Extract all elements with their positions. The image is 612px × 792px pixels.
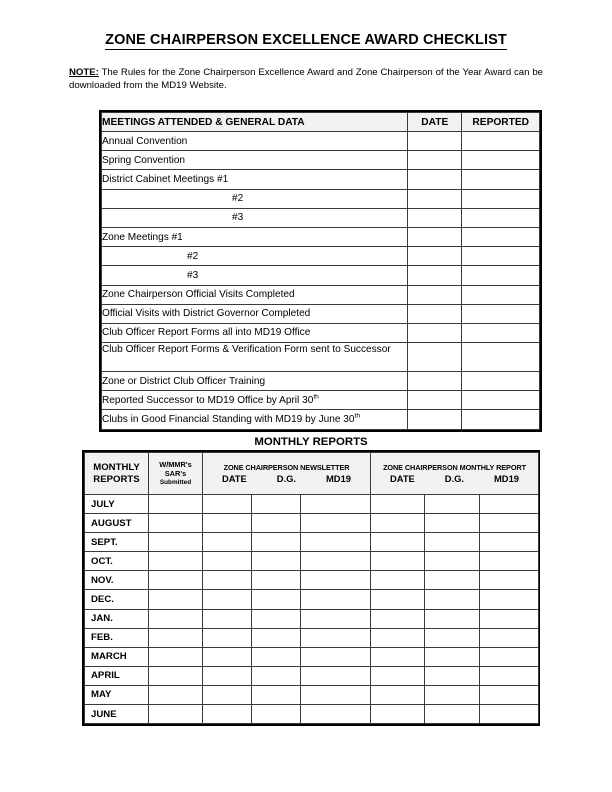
cell-report-dg[interactable]: [425, 609, 480, 628]
cell-sar-submitted[interactable]: [149, 628, 203, 647]
cell-report-date[interactable]: [371, 666, 425, 685]
checklist-item-label: #3: [102, 266, 408, 285]
sub-header-md19: MD19: [325, 473, 351, 484]
table-row: [85, 647, 539, 666]
checklist-date-cell[interactable]: [408, 208, 462, 227]
cell-report-md19[interactable]: [480, 705, 539, 724]
table-row: [102, 151, 540, 170]
cell-report-dg[interactable]: [425, 685, 480, 704]
checklist-date-cell[interactable]: [408, 391, 462, 410]
checklist-item-label: [102, 391, 408, 410]
cell-report-date[interactable]: [371, 685, 425, 704]
group-sub-headers: [371, 473, 538, 484]
table-row: [85, 705, 539, 724]
monthly-reports-table-container: [82, 450, 540, 726]
checklist-reported-cell[interactable]: [462, 323, 540, 342]
cell-newsletter-date[interactable]: [203, 685, 252, 704]
cell-report-md19[interactable]: [480, 571, 539, 590]
group-label: ZONE CHAIRPERSON NEWSLETTER: [223, 463, 350, 472]
cell-sar-submitted[interactable]: [149, 533, 203, 552]
cell-report-date[interactable]: [371, 628, 425, 647]
month-label: APRIL: [85, 666, 149, 685]
month-label: JULY: [85, 495, 149, 514]
table-row: [102, 323, 540, 342]
ordinal-suffix: th: [354, 412, 360, 420]
cell-newsletter-dg[interactable]: [252, 666, 301, 685]
cell-newsletter-md19[interactable]: [301, 533, 371, 552]
header-line-2: SAR's: [164, 469, 187, 479]
checklist-date-cell[interactable]: [408, 410, 462, 429]
checklist-reported-cell[interactable]: [462, 391, 540, 410]
checklist-reported-cell[interactable]: [462, 208, 540, 227]
cell-report-date[interactable]: [371, 647, 425, 666]
checklist-date-cell[interactable]: [408, 304, 462, 323]
group-label: ZONE CHAIRPERSON MONTHLY REPORT: [383, 463, 526, 472]
checklist-item-label: Club Officer Report Forms all into MD19 Office: [102, 323, 408, 342]
table-row: [85, 590, 539, 609]
cell-newsletter-date[interactable]: [203, 514, 252, 533]
page-title: [0, 32, 612, 48]
cell-newsletter-date[interactable]: [203, 666, 252, 685]
sub-header-dg: D.G.: [444, 473, 465, 484]
month-label: FEB.: [85, 628, 149, 647]
column-group-header-monthly-report: [371, 453, 539, 495]
cell-newsletter-md19[interactable]: [301, 552, 371, 571]
checklist-reported-cell[interactable]: [462, 189, 540, 208]
cell-newsletter-md19[interactable]: [301, 590, 371, 609]
checklist-item-label: District Cabinet Meetings #1: [102, 170, 408, 189]
cell-newsletter-date[interactable]: [203, 495, 252, 514]
cell-newsletter-dg[interactable]: [252, 533, 301, 552]
cell-report-dg[interactable]: [425, 647, 480, 666]
checklist-date-cell[interactable]: [408, 343, 462, 372]
month-label: OCT.: [85, 552, 149, 571]
month-label: NOV.: [85, 571, 149, 590]
cell-sar-submitted[interactable]: [149, 705, 203, 724]
cell-report-date[interactable]: [371, 533, 425, 552]
table-row: [102, 343, 540, 372]
checklist-item-label: Spring Convention: [102, 151, 408, 170]
cell-newsletter-dg[interactable]: [252, 514, 301, 533]
cell-report-md19[interactable]: [480, 552, 539, 571]
table-row: [102, 208, 540, 227]
month-label: DEC.: [85, 590, 149, 609]
checklist-item-label: Zone or District Club Officer Training: [102, 372, 408, 391]
checklist-item-label: Annual Convention: [102, 132, 408, 151]
table-row: [102, 170, 540, 189]
checklist-reported-cell[interactable]: [462, 372, 540, 391]
cell-newsletter-date[interactable]: [203, 571, 252, 590]
cell-report-md19[interactable]: [480, 590, 539, 609]
month-label: SEPT.: [85, 533, 149, 552]
table-row: [102, 189, 540, 208]
cell-report-dg[interactable]: [425, 705, 480, 724]
cell-report-dg[interactable]: [425, 571, 480, 590]
sub-header-md19: MD19: [494, 473, 520, 484]
column-header-monthly-reports: [85, 453, 149, 495]
table-row: [85, 666, 539, 685]
cell-newsletter-date[interactable]: [203, 609, 252, 628]
checklist-item-label: #2: [102, 247, 408, 266]
cell-newsletter-date[interactable]: [203, 590, 252, 609]
cell-newsletter-dg[interactable]: [252, 685, 301, 704]
checklist-reported-cell[interactable]: [462, 343, 540, 372]
cell-report-date[interactable]: [371, 705, 425, 724]
cell-report-date[interactable]: [371, 609, 425, 628]
table-row: [85, 514, 539, 533]
cell-sar-submitted[interactable]: [149, 647, 203, 666]
cell-newsletter-dg[interactable]: [252, 495, 301, 514]
checklist-item-label: #2: [102, 189, 408, 208]
cell-report-date[interactable]: [371, 514, 425, 533]
cell-newsletter-date[interactable]: [203, 647, 252, 666]
table-row: [102, 410, 540, 429]
monthly-reports-table: [84, 452, 539, 724]
cell-newsletter-md19[interactable]: [301, 705, 371, 724]
column-header-date: DATE: [408, 113, 462, 132]
cell-newsletter-dg[interactable]: [252, 705, 301, 724]
checklist-item-text: Clubs in Good Financial Standing with MD19 by June 30: [102, 414, 355, 426]
cell-report-date[interactable]: [371, 571, 425, 590]
checklist-item-text: Reported Successor to MD19 Office by April 30: [102, 394, 314, 406]
month-label: AUGUST: [85, 514, 149, 533]
checklist-reported-cell[interactable]: [462, 151, 540, 170]
page-title-text: ZONE CHAIRPERSON EXCELLENCE AWARD CHECKLIST: [105, 32, 507, 48]
checklist-date-cell[interactable]: [408, 132, 462, 151]
month-label: MARCH: [85, 647, 149, 666]
cell-report-md19[interactable]: [480, 609, 539, 628]
cell-newsletter-md19[interactable]: [301, 666, 371, 685]
checklist-item-label: Zone Chairperson Official Visits Completed: [102, 285, 408, 304]
checklist-date-cell[interactable]: [408, 189, 462, 208]
cell-report-md19[interactable]: [480, 533, 539, 552]
cell-newsletter-md19[interactable]: [301, 514, 371, 533]
note-body: The Rules for the Zone Chairperson Excellence Award and Zone Chairperson of the Year Award can be downloaded from the MD19 Website.: [69, 67, 543, 92]
cell-newsletter-md19[interactable]: [301, 571, 371, 590]
cell-report-date[interactable]: [371, 495, 425, 514]
cell-report-dg[interactable]: [425, 495, 480, 514]
cell-newsletter-dg[interactable]: [252, 590, 301, 609]
cell-report-dg[interactable]: [425, 590, 480, 609]
cell-newsletter-dg[interactable]: [252, 571, 301, 590]
checklist-reported-cell[interactable]: [462, 170, 540, 189]
checklist-item-label: Club Officer Report Forms & Verification Form sent to Successor: [102, 343, 408, 372]
cell-report-dg[interactable]: [425, 533, 480, 552]
cell-newsletter-dg[interactable]: [252, 647, 301, 666]
table-row: [85, 571, 539, 590]
cell-sar-submitted[interactable]: [149, 571, 203, 590]
cell-newsletter-md19[interactable]: [301, 609, 371, 628]
table-row: [102, 304, 540, 323]
table-row: [102, 227, 540, 246]
cell-newsletter-md19[interactable]: [301, 647, 371, 666]
cell-newsletter-date[interactable]: [203, 533, 252, 552]
monthly-reports-title: MONTHLY REPORTS: [254, 436, 368, 448]
checklist-item-label: #3: [102, 208, 408, 227]
cell-sar-submitted[interactable]: [149, 666, 203, 685]
table-header-row: [85, 453, 539, 495]
cell-report-md19[interactable]: [480, 495, 539, 514]
month-label: JUNE: [85, 705, 149, 724]
cell-newsletter-date[interactable]: [203, 705, 252, 724]
checklist-item-label: Zone Meetings #1: [102, 227, 408, 246]
cell-sar-submitted[interactable]: [149, 552, 203, 571]
table-row: [85, 533, 539, 552]
checklist-item-label: Official Visits with District Governor Completed: [102, 304, 408, 323]
cell-report-dg[interactable]: [425, 666, 480, 685]
table-row: [102, 266, 540, 285]
cell-newsletter-date[interactable]: [203, 552, 252, 571]
cell-newsletter-date[interactable]: [203, 628, 252, 647]
checklist-date-cell[interactable]: [408, 247, 462, 266]
cell-report-md19[interactable]: [480, 628, 539, 647]
checklist-reported-cell[interactable]: [462, 304, 540, 323]
checklist-date-cell[interactable]: [408, 266, 462, 285]
checklist-date-cell[interactable]: [408, 372, 462, 391]
table-row: [85, 495, 539, 514]
cell-newsletter-dg[interactable]: [252, 628, 301, 647]
note-paragraph: [69, 66, 543, 92]
cell-newsletter-md19[interactable]: [301, 685, 371, 704]
checklist-date-cell[interactable]: [408, 151, 462, 170]
checklist-reported-cell[interactable]: [462, 227, 540, 246]
month-label: MAY: [85, 685, 149, 704]
header-line-1: W/MMR's: [159, 459, 192, 469]
table-row: [102, 247, 540, 266]
cell-newsletter-dg[interactable]: [252, 609, 301, 628]
checklist-reported-cell[interactable]: [462, 410, 540, 429]
header-line-3: Submitted: [159, 478, 192, 486]
cell-newsletter-dg[interactable]: [252, 552, 301, 571]
cell-report-dg[interactable]: [425, 628, 480, 647]
ordinal-suffix: th: [313, 393, 319, 401]
table-row: [102, 285, 540, 304]
table-row: [102, 391, 540, 410]
column-header-item: MEETINGS ATTENDED & GENERAL DATA: [102, 113, 408, 132]
cell-sar-submitted[interactable]: [149, 514, 203, 533]
cell-sar-submitted[interactable]: [149, 495, 203, 514]
checklist-date-cell[interactable]: [408, 285, 462, 304]
table-row: [102, 132, 540, 151]
cell-sar-submitted[interactable]: [149, 590, 203, 609]
cell-report-dg[interactable]: [425, 514, 480, 533]
checklist-date-cell[interactable]: [408, 170, 462, 189]
checklist-date-cell[interactable]: [408, 227, 462, 246]
checklist-table: [101, 112, 540, 430]
cell-report-date[interactable]: [371, 552, 425, 571]
checklist-reported-cell[interactable]: [462, 285, 540, 304]
sub-header-date: DATE: [389, 473, 415, 484]
table-row: [85, 628, 539, 647]
table-row: [85, 685, 539, 704]
group-sub-headers: [203, 473, 370, 484]
checklist-reported-cell[interactable]: [462, 132, 540, 151]
table-row: [102, 372, 540, 391]
note-label: NOTE:: [69, 67, 99, 78]
cell-report-md19[interactable]: [480, 666, 539, 685]
sub-header-date: DATE: [221, 473, 247, 484]
sub-header-dg: D.G.: [276, 473, 297, 484]
cell-report-dg[interactable]: [425, 552, 480, 571]
checklist-reported-cell[interactable]: [462, 266, 540, 285]
cell-report-date[interactable]: [371, 590, 425, 609]
column-header-sar-submitted: [149, 453, 203, 495]
cell-newsletter-md19[interactable]: [301, 628, 371, 647]
cell-newsletter-md19[interactable]: [301, 495, 371, 514]
checklist-item-label: [102, 410, 408, 429]
checklist-reported-cell[interactable]: [462, 247, 540, 266]
table-row: [85, 552, 539, 571]
cell-sar-submitted[interactable]: [149, 609, 203, 628]
cell-report-md19[interactable]: [480, 685, 539, 704]
cell-sar-submitted[interactable]: [149, 685, 203, 704]
month-label: JAN.: [85, 609, 149, 628]
header-line-1: MONTHLY: [93, 461, 140, 473]
checklist-table-container: [99, 110, 542, 432]
table-header-row: [102, 113, 540, 132]
cell-report-md19[interactable]: [480, 647, 539, 666]
column-header-reported: REPORTED: [462, 113, 540, 132]
header-line-2: REPORTS: [93, 473, 140, 485]
table-row: [85, 609, 539, 628]
column-group-header-newsletter: [203, 453, 371, 495]
checklist-date-cell[interactable]: [408, 323, 462, 342]
cell-report-md19[interactable]: [480, 514, 539, 533]
